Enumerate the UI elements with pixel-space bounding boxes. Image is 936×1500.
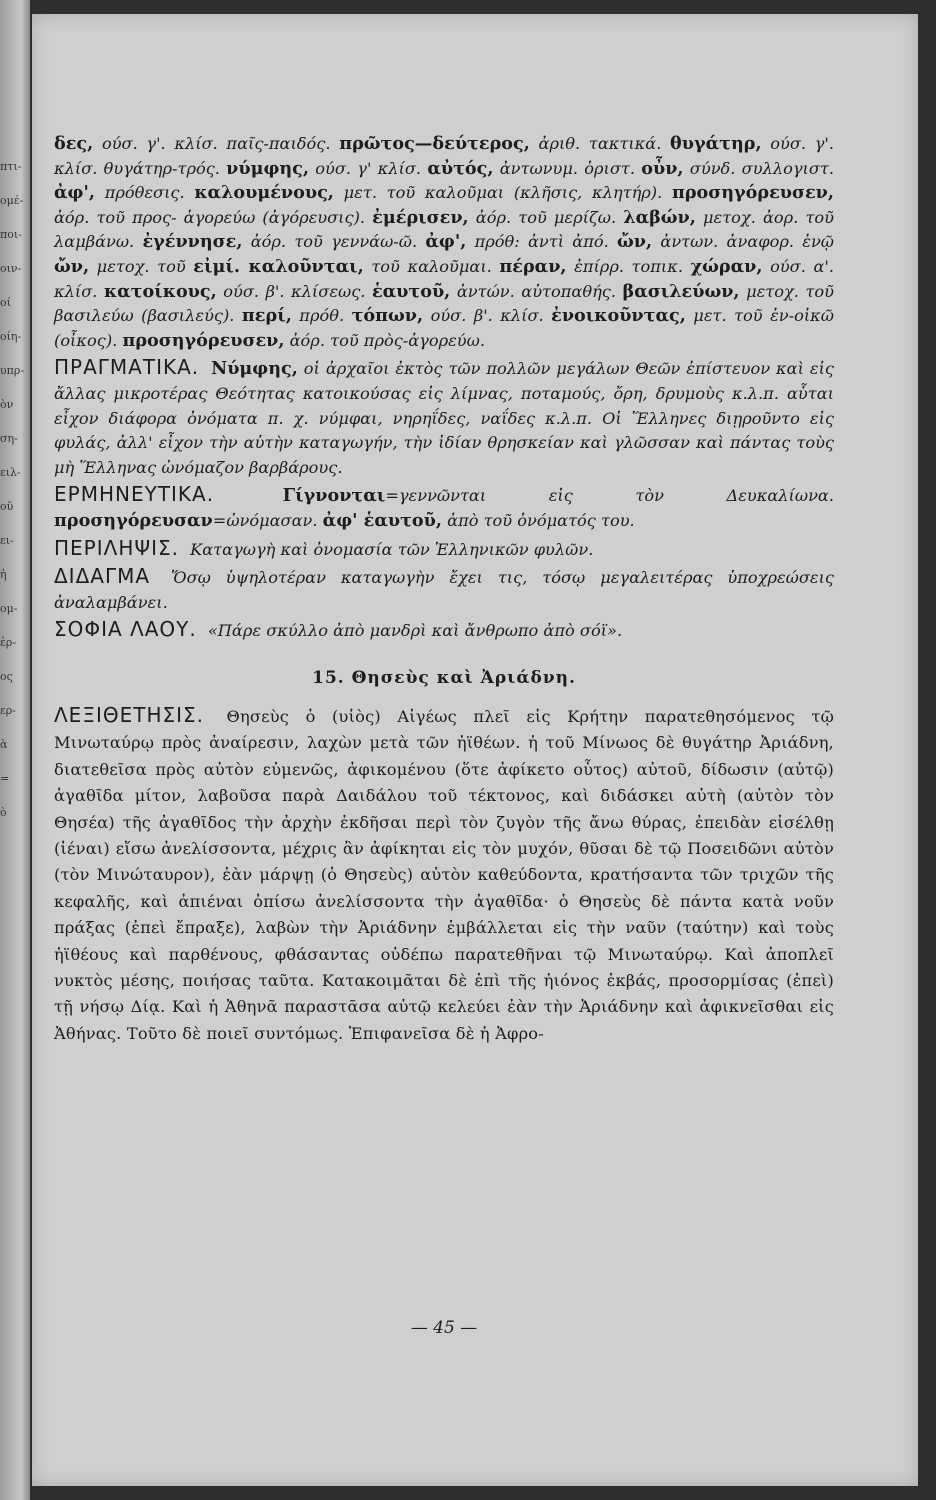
facing-page-fragment: οιν- <box>0 262 22 275</box>
vocab-term: πρῶτος—δεύτερος, <box>339 133 530 154</box>
sofia-section <box>54 617 834 644</box>
vocab-gloss: τοῦ καλοῦμαι. <box>363 256 500 276</box>
vocab-gloss: ἀόρ. τοῦ γεννάω-ῶ. <box>242 232 426 252</box>
pragmatika-keyword: Νύμφης, <box>211 358 298 380</box>
ermineutika-term-1: Γίγνονται <box>282 485 386 507</box>
vocab-term: νύμφης, <box>226 157 310 179</box>
vocab-term: ἐνοικοῦντας, <box>551 305 686 327</box>
lexithetisis-label: ΛΕΞΙΘΕΤΗΣΙΣ. <box>54 702 205 727</box>
vocab-gloss: ἀόρ. τοῦ μερίζω. <box>468 207 624 227</box>
page-content <box>54 132 834 1047</box>
facing-page-fragment: υπρ- <box>0 364 25 377</box>
vocab-gloss: πρόθ: ἀντὶ ἀπό. <box>466 232 618 252</box>
vocab-gloss: ἀντων. ἀναφορ. ἐνῷ <box>652 232 834 252</box>
vocab-term: αὐτός, <box>427 157 494 179</box>
ermineutika-section <box>54 482 834 533</box>
facing-page-fragment: ὰ <box>0 738 8 751</box>
vocab-gloss: ούσ. γ'. κλίσ. παῖς-παιδός. <box>93 134 340 153</box>
pragmatika-text: οἱ ἀρχαῖοι ἐκτὸς τῶν πολλῶν μεγάλων Θεῶν ἐπίστευον καὶ εἰς ἄλλας μικροτέρας Θεότητας κατοικούσας εἰς λίμνας, ποταμούς, ὄρη, δρυμοὺς κ.λ.π. αὗται εἶχον διάφορα ὀνόματα π. χ. νύμφαι, νηρηΐδες, ναΐδες κ.λ.π. Οἱ Ἕλληνες διῃροῦντο εἰς φυλάς, ἀλλ' εἶχον τὴν αὐτὴν καταγωγήν, τὴν ἰδίαν θρησκείαν καὶ γλῶσσαν καὶ πάντας τοὺς μὴ Ἕλληνας ὠνόμαζον βαρβάρους. <box>54 359 835 477</box>
ermineutika-gloss-2: =ὠνόμασαν. <box>212 510 323 530</box>
facing-page-fragment: ση- <box>0 432 18 445</box>
pragmatika-label: ΠΡΑΓΜΑΤΙΚΑ. <box>54 355 200 380</box>
facing-page-fragment: οίη- <box>0 330 22 343</box>
vocab-gloss: ούσ. β'. κλίσεως. <box>216 281 372 301</box>
vocab-term: χώραν, <box>690 255 763 277</box>
didagma-label: ΔΙΔΑΓΜΑ <box>54 564 151 589</box>
vocab-term: δες, <box>54 133 94 154</box>
didagma-text: Ὅσῳ ὑψηλοτέραν καταγωγὴν ἔχει τις, τόσῳ μεγαλειτέρας ὑποχρεώσεις ἀναλαμβάνει. <box>54 568 834 612</box>
vocab-term: τόπων, <box>351 305 424 327</box>
lexithetisis-text: Θησεὺς ὁ (υἱὸς) Αἰγέως πλεῖ εἰς Κρήτην παρατεθησόμενος τῷ Μινωταύρῳ πρὸς ἀναίρεσιν, λαχὼν μετὰ τῶν ἠϊθέων. ἡ τοῦ Μίνωος δὲ θυγάτηρ Ἀριάδνη, διατεθεῖσα πρὸς αὐτὸν εὐμενῶς, ἀφικομένου (ὅτε ἀφίκετο οὗτος) αὐτοῦ, δίδωσιν (αὐτῷ) ἀγαθῖδα μίτον, λαβοῦσα παρὰ Δαιδάλου τοῦ τέκτονος, καὶ διδάσκει αὐτὴ (αὐτὸν τὸν Θησέα) τῆς ἀγαθῖδος τὴν ἀρχὴν ἐκδῆσαι περὶ τὸν ζυγὸν τῆς ἄνω θύρας, ἐπειδὰν εἰσέλθῃ (ἰέναι) εἴσω ἀνελίσσοντα, μέχρις ἂν ἀφίκηται εἰς τὸν μυχόν, θῦσαι δὲ τῷ Ποσειδῶνι αὐτὸν (τὸν Μινώταυρον), ἐὰν μάρψῃ (ὁ Θησεὺς) αὐτὸν καθεύδοντα, κρατήσαντα τῶν τριχῶν τῆς κεφαλῆς, καὶ ἀπιέναι ὀπίσω ἀνελίσσοντα τὴν ἀγαθῖδα· ὁ Θησεὺς δὲ πάντα κατὰ νοῦν πράξας (ἐπεὶ ἔπραξε), λαβὼν τὴν Ἀριάδνην ἐμβάλλεται εἰς τὴν ναῦν (ταύτην) καὶ τοὺς ἠϊθέους καὶ παρθένους, φθάσαντας οὐδέπω παρατεθῆναι τῷ Μινωταύρῳ. Καὶ ἀποπλεῖ νυκτὸς μέσης, ποιήσας ταῦτα. Κατακοιμᾶται δὲ ἐπὶ τῆς ἠιόνος ἐκβάς, προσορμίσας (ἐπεὶ) τῇ νήσῳ Δίᾳ. Καὶ ἡ Ἀθηνᾶ παραστᾶσα αὐτῷ κελεύει ἐὰν τὴν Ἀριάδνην καὶ ἀφικνεῖσθαι εἰς Ἀθήνας. Τοῦτο δὲ ποιεῖ συντόμως. Ἐπιφανεῖσα δὲ ἡ Ἀφρο- <box>54 706 834 1043</box>
vocab-term: κατοίκους, <box>103 280 217 302</box>
ermineutika-label: ΕΡΜΗΝΕΥΤΙΚΑ. <box>54 482 215 507</box>
vocab-gloss: πρόθεσις. <box>94 183 195 203</box>
facing-page-fragment: ποι- <box>0 228 22 241</box>
vocab-term: προσηγόρευσεν, <box>122 329 285 351</box>
vocab-gloss: μετ. τοῦ καλοῦμαι (κλῆσις, κλητήρ). <box>333 183 672 203</box>
vocab-term: οὖν, <box>641 157 684 179</box>
didagma-section <box>54 564 834 615</box>
perilipsis-section <box>54 536 834 563</box>
vocab-gloss: σύνδ. συλλογιστ. <box>683 158 835 178</box>
ermineutika-term-2: προσηγόρευσαν <box>54 509 213 531</box>
facing-page-fragment: ὸν <box>0 398 14 411</box>
ermineutika-gloss-3: ἀπὸ τοῦ ὀνόματός του. <box>442 510 635 530</box>
facing-page-fragment: ει- <box>0 534 14 547</box>
vocab-gloss: ούσ. α'. κλίσ. <box>54 256 834 301</box>
facing-page-fragment: ερ- <box>0 704 16 717</box>
facing-page-fragment: ἡ <box>0 568 7 581</box>
facing-page-fragment: ειλ- <box>0 466 21 479</box>
facing-page-edge <box>0 0 30 1500</box>
vocab-term: βασιλεύων, <box>622 280 740 302</box>
vocab-term: καλουμένους, <box>194 182 334 204</box>
vocab-term: θυγάτηρ, <box>670 133 762 154</box>
vocab-gloss: πρόθ. <box>291 306 352 326</box>
perilipsis-text: Καταγωγὴ καὶ ὀνομασία τῶν Ἑλληνικῶν φυλῶν. <box>190 539 594 559</box>
vocab-gloss: ούσ. γ'. κλίσ. θυγάτηρ-τρός. <box>54 134 835 178</box>
vocab-gloss: ἀόρ. τοῦ προς- ἀγορεύω (ἀγόρευσις). <box>54 207 373 227</box>
pragmatika-section <box>54 355 834 480</box>
vocab-gloss: μετοχ. ἀορ. τοῦ λαμβάνω. <box>54 207 835 252</box>
ermineutika-term-3: ἀφ' ἑαυτοῦ, <box>322 509 442 531</box>
facing-page-fragment: οί <box>0 296 11 309</box>
sofia-text: «Πάρε σκύλλο ἀπὸ μανδρὶ καὶ ἄνθρωπο ἀπὸ σόϊ». <box>207 621 623 641</box>
vocab-gloss: μετοχ. τοῦ βασιλεύω (βασιλεύς). <box>54 281 835 326</box>
vocab-gloss: ἐπίρρ. τοπικ. <box>566 256 691 276</box>
facing-page-fragment: ομέ- <box>0 194 24 207</box>
page-number: — 45 — <box>410 1318 478 1338</box>
vocab-term: ὤν, <box>54 255 90 277</box>
vocab-gloss: μετ. τοῦ ἐν-οἰκῶ (οἶκος). <box>54 306 834 350</box>
book-page <box>32 14 918 1486</box>
facing-page-fragment: πτι- <box>0 160 22 173</box>
facing-page-fragment: ος <box>0 670 13 683</box>
facing-page-fragment: = <box>0 772 10 785</box>
perilipsis-label: ΠΕΡΙΛΗΨΙΣ. <box>54 535 179 560</box>
vocab-term: περί, <box>241 305 292 327</box>
vocabulary-paragraph <box>54 132 834 353</box>
sofia-label: ΣΟΦΙΑ ΛΑΟΥ. <box>54 617 197 642</box>
vocab-term: πέραν, <box>499 255 567 277</box>
vocab-term: ἀφ', <box>54 182 95 204</box>
vocab-term: ἑαυτοῦ, <box>371 280 451 302</box>
facing-page-fragment: ομ- <box>0 602 18 615</box>
vocab-gloss: ἀντωνυμ. ὁριστ. <box>493 158 642 178</box>
vocab-gloss: μετοχ. τοῦ <box>89 256 194 276</box>
facing-page-fragment: ὸ <box>0 806 7 819</box>
facing-page-fragment: οῦ <box>0 500 14 513</box>
chapter-heading: 15. Θησεὺς καὶ Ἀριάδνη. <box>312 667 576 688</box>
vocab-term: ἐμέρισεν, <box>372 206 469 228</box>
lexithetisis-section <box>54 702 834 1047</box>
vocab-term: προσηγόρευσεν, <box>671 182 834 204</box>
vocab-term: ὤν, <box>617 231 653 253</box>
facing-page-fragment: ἐρ- <box>0 636 17 649</box>
vocab-term: ἐγέννησε, <box>142 231 243 253</box>
facing-page-text-fragments <box>0 150 28 830</box>
ermineutika-gloss-1: =γεννῶνται εἰς τὸν Δευκαλίωνα. <box>385 486 834 506</box>
vocab-term: εἰμί. καλοῦνται, <box>193 255 364 277</box>
vocab-term: λαβών, <box>623 206 696 228</box>
vocab-term: ἀφ', <box>425 231 467 253</box>
vocab-gloss: ούσ. β'. κλίσ. <box>423 306 552 326</box>
vocab-gloss: ἀόρ. τοῦ πρὸς-ἀγορεύω. <box>284 330 485 350</box>
vocab-gloss: ἀριθ. τακτικά. <box>529 134 671 153</box>
vocab-gloss: ἀντών. αὐτοπαθής. <box>450 281 623 301</box>
vocab-gloss: ούσ. γ' κλίσ. <box>309 158 428 178</box>
